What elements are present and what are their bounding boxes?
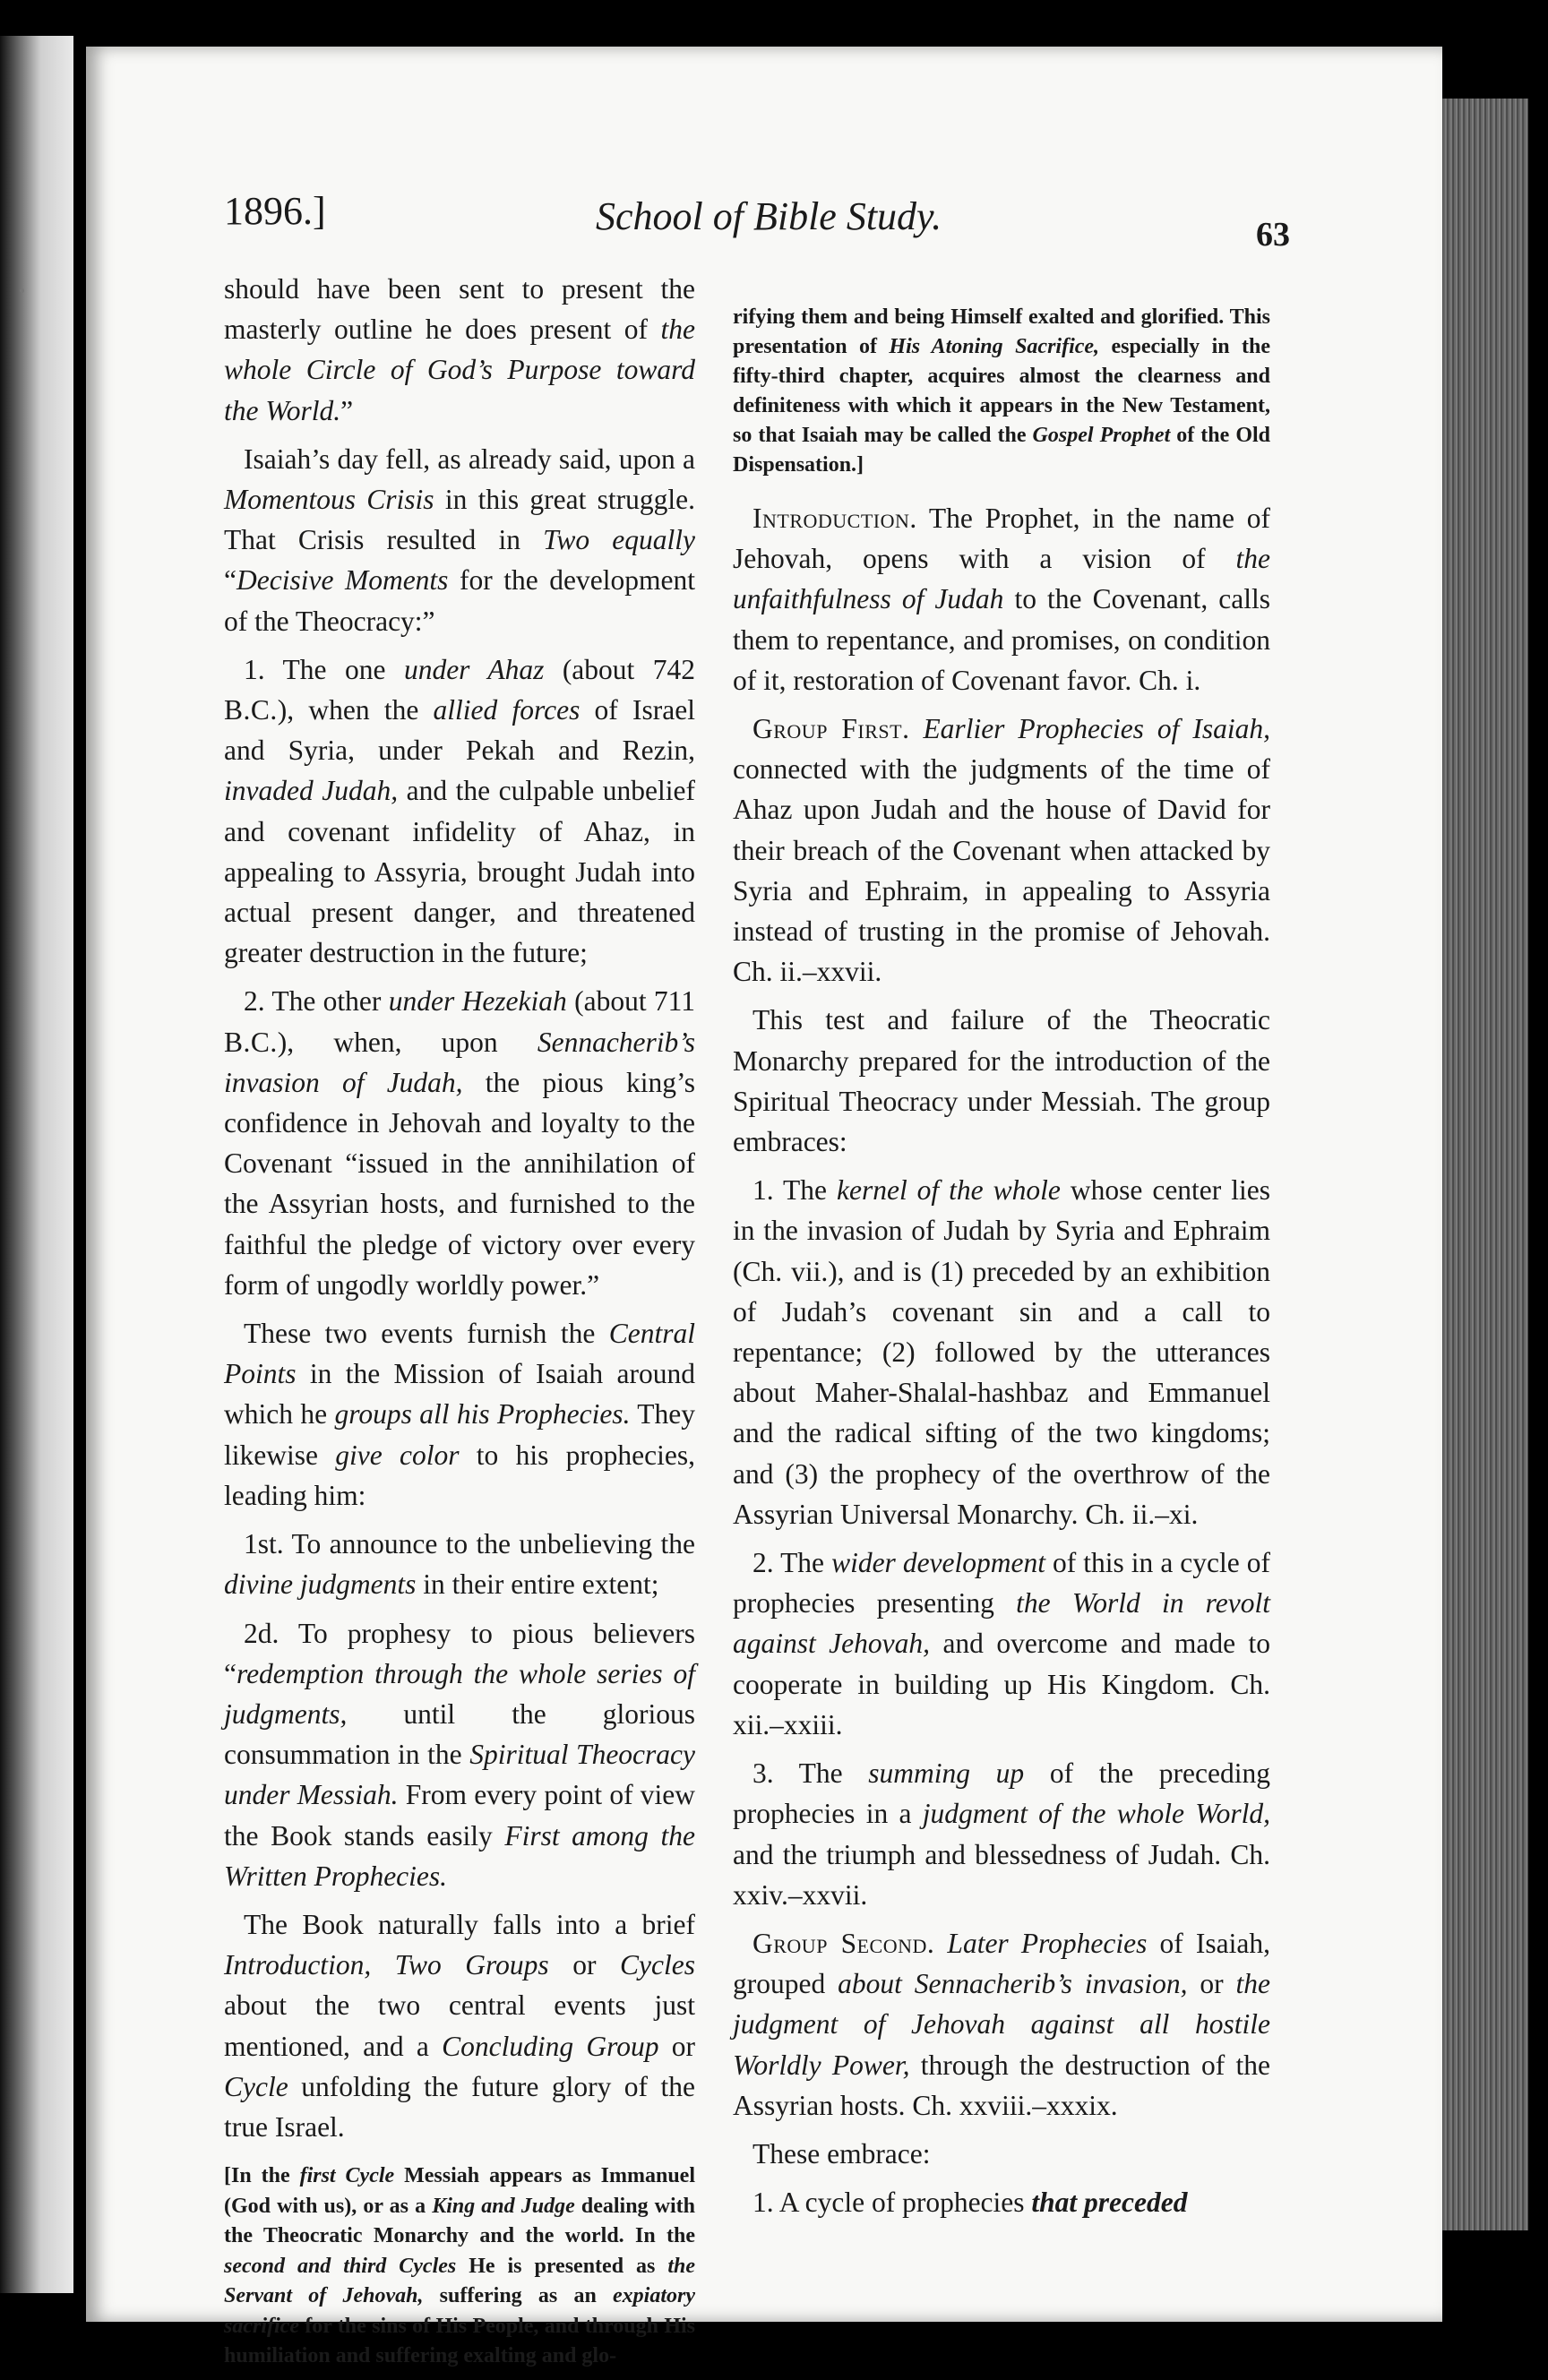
book-fore-edge (1433, 99, 1528, 2230)
paragraph: 1. A cycle of prophecies that preceded (752, 2187, 1188, 2219)
page-number: 63 (1256, 216, 1290, 253)
dust-speck (20, 288, 24, 293)
header-title: School of Bible Study. (596, 194, 942, 238)
left-column (224, 269, 695, 2380)
bracketed-note-continued: rifying them and being Himself exalted and glorified. This presentation of His Atoning Sacrifice, especially in the fifty-third chapter, acquires almost the clearness and definiteness with which it appears in the New Testament, so that Isaiah may be called the Gospel Prophet of the Old Dispensation.] (733, 305, 1271, 477)
paragraph: The Book naturally falls into a brief Introduction, Two Groups or Cycles about the two central events just mentioned, and a Concluding Group or Cycle unfolding the future glory of the true Israel. (224, 1908, 695, 2143)
running-header (224, 179, 1290, 251)
paragraph: 2. The other under Hezekiah (about 711 B.C.), when, upon Sennacherib’s invasion of Judah, the pious king’s confidence in Jehovah and loyalty to the Covenant “issued in the annihilation of the Assyrian hosts, and furnished to the faithful the pledge of victory over every form of ungodly worldly power.” (224, 985, 695, 1301)
paragraph: 2d. To prophesy to pious believers “redemption through the whole series of judgments, until the glorious consummation in the Spiritual Theocracy under Messiah. From every point of view the Book stands easily First among the Written Prophecies. (224, 1617, 696, 1892)
paragraph: These two events furnish the Central Points in the Mission of Isaiah around which he groups all his Prophecies. They likewise give color to his prophecies, leading him: (224, 1318, 695, 1511)
paragraph: 3. The summing up of the preceding prophecies in a judgment of the whole World, and the triumph and blessedness of Judah. Ch. xxiv.–xxvii. (733, 1757, 1270, 1911)
paragraph: 1. The one under Ahaz (about 742 B.C.), when the allied forces of Israel and Syria, under Pekah and Rezin, invaded Judah, and the culpable unbelief and covenant infidelity of Ahaz, in appealing to Assyria, brought Judah into actual present danger, and threatened greater destruction in the future; (224, 653, 696, 969)
paragraph-group-second: Group Second. Later Prophecies of Isaiah, grouped about Sennacherib’s invasion, or the judgment of Jehovah against all hostile Worldly Power, through the destruction of the Assyrian hosts. Ch. xxviii.–xxxix. (733, 1927, 1271, 2121)
paragraph: 1. The kernel of the whole whose center lies in the invasion of Judah by Syria and Ephraim (Ch. vii.), and is (1) preceded by an exhibition of Judah’s covenant sin and a call to repentance; (2) followed by the utterances about Maher-Shalal-hashbaz and Emmanuel and the radical sifting of the two kingdoms; and (3) the prophecy of the overthrow of the Assyrian Universal Monarchy. Ch. ii.–xi. (733, 1174, 1271, 1530)
paragraph-introduction: Introduction. The Prophet, in the name of Jehovah, opens with a vision of the unfaithfulness of Judah to the Covenant, calls them to repentance, and promises, on condition of it, restoration of Covenant favor. Ch. i. (733, 503, 1270, 696)
paragraph: This test and failure of the Theocratic Monarchy prepared for the introduction of the Spiritual Theocracy under Messiah. The group embraces: (733, 1004, 1270, 1158)
paragraph: These embrace: (752, 2137, 931, 2169)
facing-page-edge (0, 36, 73, 2293)
paragraph: 1st. To announce to the unbelieving the divine judgments in their entire extent; (224, 1528, 695, 1601)
paragraph-group-first: Group First. Earlier Prophecies of Isaiah, connected with the judgments of the time of Ahaz upon Judah and the house of David for their breach of the Covenant when attacked by Syria and Ephraim, in appealing to Assyria instead of trusting in the promise of Jehovah. Ch. ii.–xxvii. (733, 713, 1270, 988)
bracketed-note: [In the first Cycle Messiah appears as Immanuel (God with us), or as a King and Judge dealing with the Theocratic Monarchy and the world. In the second and third Cycles He is presented as the Servant of Jehovah, suffering as an expiatory sacrifice for the sins of His People, and through His humiliation and suffering exalting and glo- (224, 2164, 696, 2368)
paragraph: 2. The wider development of this in a cycle of prophecies presenting the World in revolt against Jehovah, and overcome and made to cooperate in building up His Kingdom. Ch. xii.–xxiii. (733, 1547, 1271, 1740)
right-column (733, 303, 1270, 2230)
paragraph: should have been sent to present the masterly outline he does present of the whole Circle of God’s Purpose toward the World.” (224, 273, 695, 426)
paragraph: Isaiah’s day fell, as already said, upon a Momentous Crisis in this great struggle. That Crisis resulted in Two equally “Decisive Moments for the development of the Theocracy:” (224, 442, 696, 637)
header-year: 1896.] (224, 189, 326, 233)
